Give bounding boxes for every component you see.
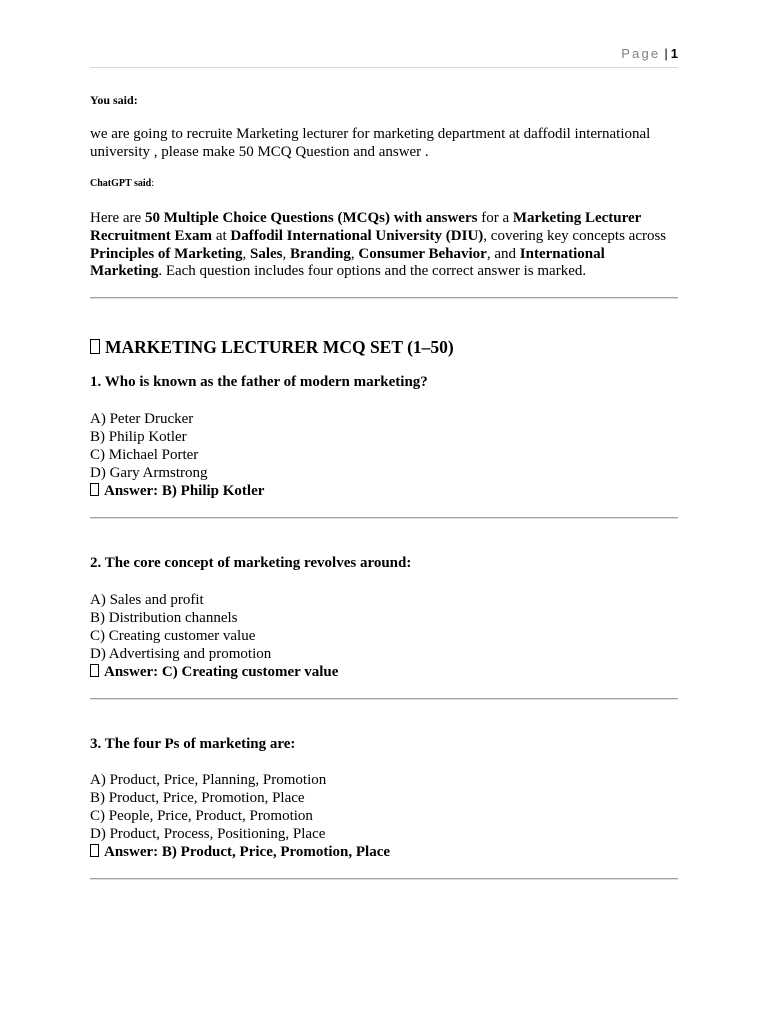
option: A) Peter Drucker	[90, 411, 194, 427]
assistant-label	[90, 178, 154, 189]
intro-text: Here are	[90, 210, 145, 226]
intro-text: ,	[242, 245, 250, 262]
question-3: 3. The four Ps of marketing are:	[90, 736, 296, 752]
options-3	[90, 771, 678, 861]
answer-text: Answer: B) Product, Price, Promotion, Place	[104, 844, 391, 860]
intro-text: . Each question includes four options and the correct answer is marked.	[158, 263, 587, 280]
intro-text: ,	[282, 245, 290, 262]
page-separator: |	[664, 46, 668, 61]
option: C) Michael Porter	[90, 447, 199, 463]
options-1	[90, 410, 678, 500]
user-prompt: we are going to recruite Marketing lecturer for marketing department at daffodil international university , please make 50 MCQ Question and answer .	[90, 126, 651, 160]
horizontal-rule	[90, 878, 678, 880]
intro-emphasis: Consumer Behavior	[358, 245, 487, 262]
option: D) Advertising and promotion	[90, 646, 272, 662]
option: D) Gary Armstrong	[90, 465, 208, 481]
answer-text: Answer: C) Creating customer value	[104, 664, 339, 680]
option: B) Philip Kotler	[90, 429, 187, 445]
intro-text: for a	[477, 210, 513, 226]
option: A) Product, Price, Planning, Promotion	[90, 772, 327, 788]
horizontal-rule	[90, 297, 678, 299]
checkmark-glyph-icon	[90, 844, 99, 857]
intro-emphasis: Branding	[290, 245, 351, 262]
option: C) Creating customer value	[90, 628, 256, 644]
question-2: 2. The core concept of marketing revolves around:	[90, 555, 412, 571]
page-header	[90, 46, 678, 61]
option: D) Product, Process, Positioning, Place	[90, 826, 326, 842]
user-label: You said:	[90, 93, 138, 107]
answer-line	[90, 843, 678, 861]
intro-emphasis: Sales	[249, 245, 283, 262]
intro-text: , covering key concepts across	[483, 227, 667, 244]
option: A) Sales and profit	[90, 592, 204, 608]
option: B) Product, Price, Promotion, Place	[90, 790, 305, 806]
horizontal-rule	[90, 517, 678, 519]
intro-text: , and	[486, 245, 520, 262]
option: C) People, Price, Product, Promotion	[90, 808, 313, 824]
placeholder-glyph-icon	[90, 339, 100, 354]
answer-text: Answer: B) Philip Kotler	[104, 483, 265, 499]
page-number: 1	[670, 46, 678, 61]
answer-line	[90, 663, 678, 681]
answer-line	[90, 482, 678, 500]
page-word: Page	[621, 46, 661, 61]
assistant-label-text: ChatGPT said	[90, 178, 152, 189]
question-1: 1. Who is known as the father of modern marketing?	[90, 374, 428, 390]
header-rule	[90, 67, 678, 68]
intro-emphasis: Marketing Lecturer Recruitment Exam	[90, 210, 642, 244]
section-title-text: MARKETING LECTURER MCQ SET (1–50)	[105, 337, 454, 357]
checkmark-glyph-icon	[90, 664, 99, 677]
intro-text: at	[212, 227, 231, 244]
assistant-label-colon: :	[151, 178, 155, 189]
section-title	[90, 337, 454, 358]
intro-emphasis: 50 Multiple Choice Questions (MCQs) with answers	[144, 210, 478, 226]
horizontal-rule	[90, 698, 678, 700]
intro-emphasis: International Marketing	[90, 245, 605, 280]
options-2	[90, 591, 678, 681]
option: B) Distribution channels	[90, 610, 238, 626]
assistant-intro	[90, 210, 678, 281]
intro-text: ,	[350, 245, 359, 262]
intro-emphasis: Principles of Marketing	[90, 245, 243, 262]
intro-emphasis: Daffodil International University (DIU)	[230, 227, 484, 244]
checkmark-glyph-icon	[90, 483, 99, 496]
